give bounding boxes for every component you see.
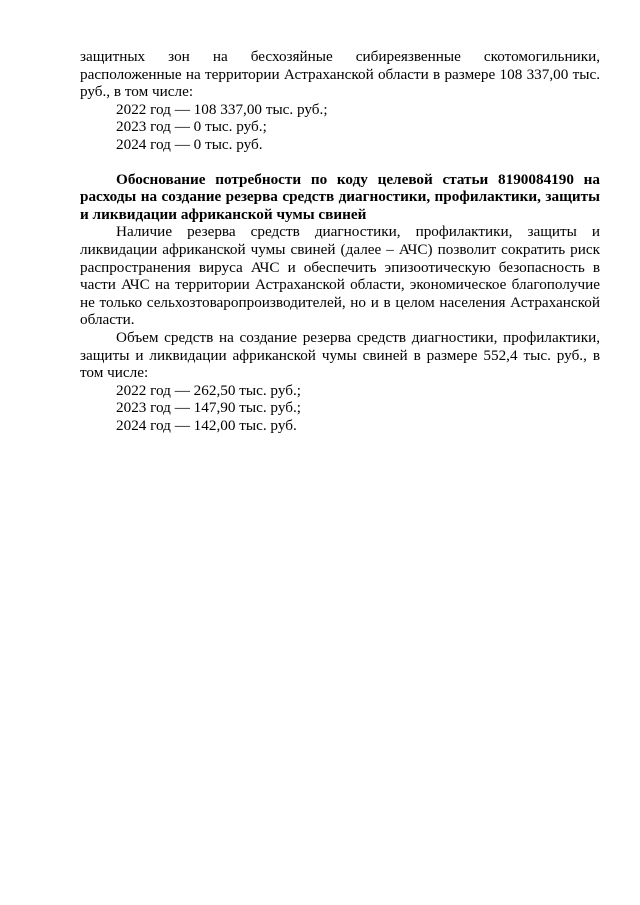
intro-year-2022: 2022 год — 108 337,00 тыс. руб.;: [116, 100, 328, 118]
document-page: [80, 48, 600, 434]
section-year-2022: 2022 год — 262,50 тыс. руб.;: [116, 381, 301, 399]
section-year-2023: 2023 год — 147,90 тыс. руб.;: [116, 399, 301, 417]
section-heading: Обоснование потребности по коду целевой статьи 8190084190 на расходы на создание резерва средств диагностики, профилактики, защиты и ликвидации африканской чумы свиней: [80, 170, 600, 223]
intro-paragraph: защитных зон на бесхозяйные сибиреязвенные скотомогильники, расположенные на территории Астраханской области в размере 108 337,00 тыс. руб., в том числе:: [80, 48, 600, 101]
section-year-2024: 2024 год — 142,00 тыс. руб.: [116, 416, 297, 434]
section-paragraph-2: Объем средств на создание резерва средств диагностики, профилактики, защиты и ликвидации африканской чумы свиней в размере 552,4 тыс. руб., в том числе:: [80, 328, 600, 382]
intro-year-2024: 2024 год — 0 тыс. руб.: [116, 135, 263, 153]
section-paragraph-1: Наличие резерва средств диагностики, профилактики, защиты и ликвидации африканской чумы свиней (далее – АЧС) позволит сократить риск распространения вируса АЧС и обеспечить эпизоотическую безопасность в части АЧС на территории Астраханской области, экономическое благополучие не только сельхозтоваропроизводителей, но и в целом населения Астраханской области.: [80, 223, 600, 329]
intro-year-2023: 2023 год — 0 тыс. руб.;: [116, 118, 267, 136]
